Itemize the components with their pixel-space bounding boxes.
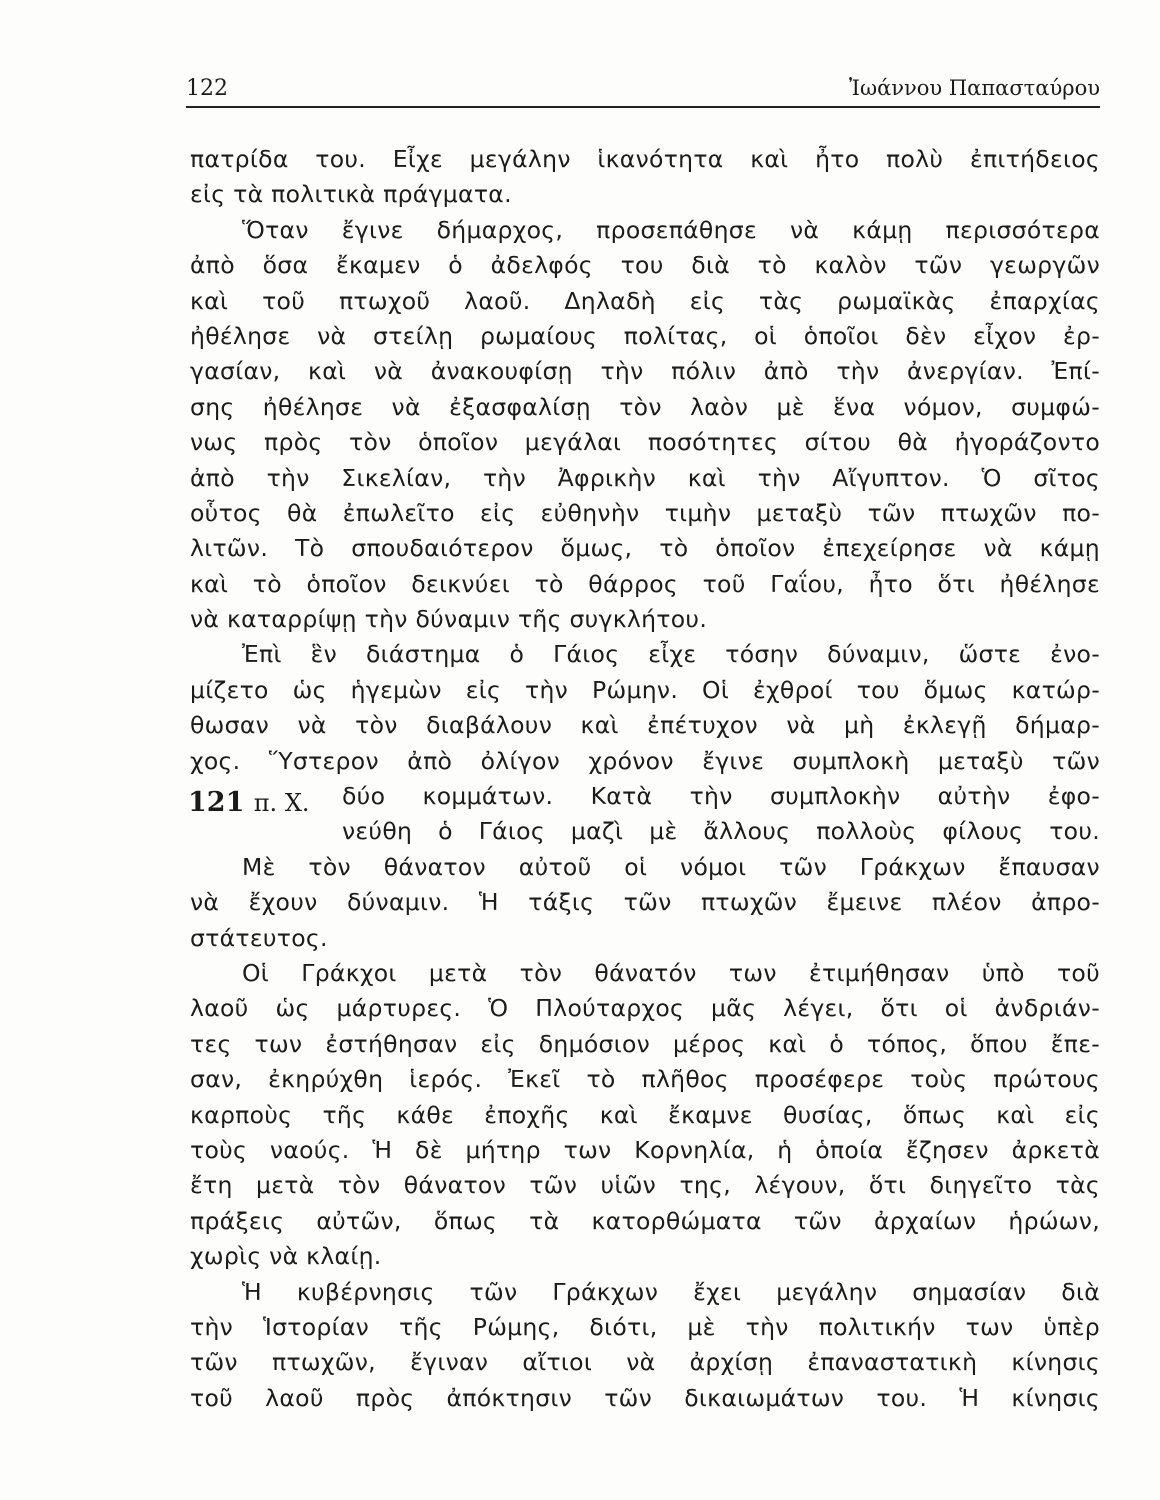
text-line: πράξεις αὐτῶν, ὅπως τὰ κατορθώματα τῶν ἀρχαίων ἡρώων, [190, 1206, 1100, 1235]
text-line: τοῦ λαοῦ πρὸς ἀπόκτησιν τῶν δικαιωμάτων του. Ἡ κίνησις [190, 1383, 1100, 1412]
text-line: χος. Ὕστερον ἀπὸ ὀλίγον χρόνον ἔγινε συμπλοκὴ μεταξὺ τῶν [190, 746, 1100, 775]
text-line: γασίαν, καὶ νὰ ἀνακουφίσῃ τὴν πόλιν ἀπὸ τὴν ἀνεργίαν. Ἐπί- [190, 357, 1100, 386]
text-line: εἰς τὰ πολιτικὰ πράγματα. [190, 180, 512, 209]
text-line: μίζετο ὡς ἡγεμὼν εἰς τὴν Ρώμην. Οἱ ἐχθροί του ὅμως κατώρ- [190, 675, 1100, 704]
text-line: λιτῶν. Τὸ σπουδαιότερον ὅμως, τὸ ὁποῖον ἐπεχείρησε νὰ κάμῃ [190, 534, 1100, 563]
text-line: δύο κομμάτων. Κατὰ τὴν συμπλοκὴν αὐτὴν ἐφο- [342, 782, 1100, 811]
text-line: τοὺς ναούς. Ἡ δὲ μήτηρ των Κορνηλία, ἡ ὁποία ἔζησεν ἀρκετὰ [190, 1135, 1100, 1164]
text-line: νὰ καταρρίψῃ τὴν δύναμιν τῆς συγκλήτου. [190, 605, 708, 634]
page-header [186, 72, 1100, 108]
text-line: νὰ ἔχουν δύναμιν. Ἡ τάξις τῶν πτωχῶν ἔμεινε πλέον ἀπρο- [190, 888, 1100, 917]
text-line: Ἐπὶ ἓν διάστημα ὁ Γάιος εἶχε τόσην δύναμιν, ὥστε ἐνο- [242, 640, 1100, 669]
text-line: νεύθη ὁ Γάιος μαζὶ μὲ ἄλλους πολλοὺς φίλους του. [342, 817, 1100, 846]
text-line: καρποὺς τῆς κάθε ἐποχῆς καὶ ἔκαμνε θυσίας, ὅπως καὶ εἰς [190, 1100, 1100, 1129]
text-line: τῶν πτωχῶν, ἔγιναν αἴτιοι νὰ ἀρχίσῃ ἐπαναστατικὴ κίνησις [190, 1348, 1100, 1377]
text-line: Οἱ Γράκχοι μετὰ τὸν θάνατόν των ἐτιμήθησαν ὑπὸ τοῦ [242, 958, 1100, 987]
text-line: λαοῦ ὡς μάρτυρες. Ὁ Πλούταρχος μᾶς λέγει, ὅτι οἱ ἀνδριάν- [190, 994, 1100, 1023]
text-line: Μὲ τὸν θάνατον αὐτοῦ οἱ νόμοι τῶν Γράκχων ἔπαυσαν [242, 852, 1100, 881]
running-head: Ἰωάννου Παπασταύρου [849, 76, 1100, 100]
margin-note-year: 121 [188, 787, 245, 818]
text-line: ἠθέλησε νὰ στείλῃ ρωμαίους πολίτας, οἱ ὁποῖοι δὲν εἶχον ἐρ- [190, 321, 1100, 350]
text-line: χωρὶς νὰ κλαίῃ. [190, 1242, 382, 1271]
text-line: καὶ τοῦ πτωχοῦ λαοῦ. Δηλαδὴ εἰς τὰς ρωμαϊκὰς ἐπαρχίας [190, 286, 1100, 315]
text-line: πατρίδα του. Εἶχε μεγάλην ἱκανότητα καὶ ἦτο πολὺ ἐπιτήδειος [190, 145, 1100, 173]
text-line: οὗτος θὰ ἐπωλεῖτο εἰς εὐθηνὴν τιμὴν μεταξὺ τῶν πτωχῶν πο- [190, 498, 1100, 527]
text-line: νως πρὸς τὸν ὁποῖον μεγάλαι ποσότητες σίτου θὰ ἠγοράζοντο [190, 428, 1100, 457]
text-line: Ὅταν ἔγινε δήμαρχος, προσεπάθησε νὰ κάμῃ περισσότερα [242, 215, 1100, 244]
text-line: ἔτη μετὰ τὸν θάνατον τῶν υἱῶν της, λέγουν, ὅτι διηγεῖτο τὰς [190, 1171, 1100, 1200]
body-text [190, 142, 1100, 1416]
text-line: ἀπὸ ὅσα ἔκαμεν ὁ ἀδελφός του διὰ τὸ καλὸν τῶν γεωργῶν [190, 251, 1100, 280]
margin-note-era: π. Χ. [253, 789, 310, 817]
text-line: τες των ἐστήθησαν εἰς δημόσιον μέρος καὶ ὁ τόπος, ὅπου ἔπε- [190, 1029, 1100, 1058]
text-line: σαν, ἐκηρύχθη ἱερός. Ἐκεῖ τὸ πλῆθος προσέφερε τοὺς πρώτους [190, 1065, 1100, 1094]
text-line: στάτευτος. [190, 923, 328, 952]
text-line: καὶ τὸ ὁποῖον δεικνύει τὸ θάρρος τοῦ Γαΐου, ἦτο ὅτι ἠθέλησε [190, 569, 1100, 598]
text-line: τὴν Ἱστορίαν τῆς Ρώμης, διότι, μὲ τὴν πολιτικήν των ὑπὲρ [190, 1312, 1100, 1341]
text-line: ἀπὸ τὴν Σικελίαν, τὴν Ἀφρικὴν καὶ τὴν Αἴγυπτον. Ὁ σῖτος [190, 463, 1100, 492]
text-line: θωσαν νὰ τὸν διαβάλουν καὶ ἐπέτυχον νὰ μὴ ἐκλεγῇ δήμαρ- [190, 711, 1100, 740]
page-number: 122 [186, 76, 228, 101]
text-line: Ἡ κυβέρνησις τῶν Γράκχων ἔχει μεγάλην σημασίαν διὰ [242, 1277, 1100, 1306]
text-line: σης ἠθέλησε νὰ ἐξασφαλίσῃ τὸν λαὸν μὲ ἕνα νόμον, συμφώ- [190, 392, 1100, 421]
